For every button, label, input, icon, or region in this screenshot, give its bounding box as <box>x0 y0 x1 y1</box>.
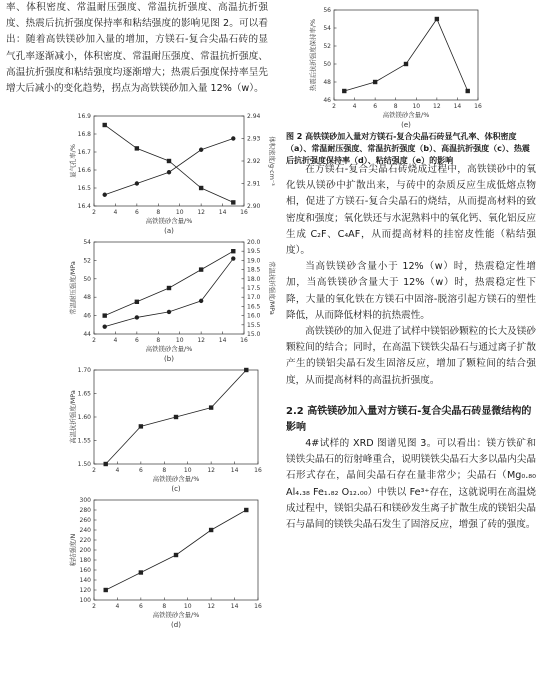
y-axis-label: 高温抗折强度/MPa <box>69 390 77 444</box>
chart-caption: (e) <box>401 121 411 129</box>
paragraph: 当高铁镁砂含量小于 12%（w）时，热震稳定性增加，当高铁镁砂含量大于 12%（w）时，热震稳定性下降，大量的氧化铁在方镁石中固溶-脱溶引起方镁石的塑性降低，从而降低材料的抗热震性。 <box>286 261 536 321</box>
data-point <box>167 286 171 290</box>
x-tick-label: 8 <box>393 103 398 110</box>
data-point <box>103 193 107 197</box>
x-tick-label: 12 <box>197 209 205 216</box>
y-tick-label: 260 <box>79 517 91 524</box>
data-point <box>174 415 178 419</box>
y-right-tick-label: 2.92 <box>247 158 261 165</box>
chart-caption: (d) <box>171 621 181 629</box>
x-axis-label: 高铁镁砂含量/% <box>152 611 200 619</box>
data-point <box>231 136 235 140</box>
data-point <box>167 170 171 174</box>
x-tick-label: 10 <box>175 337 184 344</box>
figure-caption: 图 2 高铁镁砂加入量对方镁石-复合尖晶石砖显气孔率、体积密度（a）、常温耐压强度、常温抗折强度（b）、高温抗折强度（c）、热震后抗折强度保持率（d）、粘结强度（e）的影响 <box>286 132 530 165</box>
y-tick-label: 48 <box>323 79 331 86</box>
y-right-tick-label: 2.90 <box>247 203 261 210</box>
y-right-axis-label: 常温抗折强度/MPa <box>268 261 276 315</box>
data-point <box>167 310 171 314</box>
x-tick-label: 14 <box>230 467 239 474</box>
y-tick-label: 52 <box>323 43 331 50</box>
x-tick-label: 2 <box>92 209 96 216</box>
series-line <box>105 259 234 327</box>
x-tick-label: 10 <box>175 209 184 216</box>
data-point <box>104 462 108 466</box>
y-tick-label: 220 <box>79 537 91 544</box>
x-tick-label: 16 <box>240 337 248 344</box>
x-axis-label: 高铁镁砂含量/% <box>382 111 430 119</box>
y-right-tick-label: 2.94 <box>247 113 261 120</box>
data-point <box>135 315 139 319</box>
chart-a-svg <box>66 112 276 234</box>
x-tick-label: 6 <box>373 103 378 110</box>
x-tick-label: 6 <box>138 603 143 610</box>
y-right-tick-label: 15.0 <box>247 331 261 338</box>
data-point <box>244 368 248 372</box>
x-tick-label: 10 <box>412 103 421 110</box>
y-tick-label: 16.5 <box>77 185 91 192</box>
y-right-tick-label: 16.0 <box>247 312 261 320</box>
data-point <box>342 89 346 93</box>
y-tick-label: 280 <box>79 507 91 514</box>
x-tick-label: 2 <box>332 103 336 110</box>
data-point <box>103 313 107 317</box>
y-tick-label: 16.8 <box>77 131 91 138</box>
y-tick-label: 1.55 <box>77 437 91 445</box>
chart-b <box>66 238 276 362</box>
data-point <box>435 17 439 21</box>
data-point <box>103 123 107 127</box>
x-tick-label: 6 <box>134 337 139 344</box>
series-line <box>106 510 247 590</box>
x-axis-label: 高铁镁砂含量/% <box>145 345 193 353</box>
y-tick-label: 100 <box>79 597 91 604</box>
y-tick-label: 46 <box>323 97 331 104</box>
data-point <box>231 249 235 253</box>
series-line <box>344 19 467 91</box>
x-tick-label: 4 <box>115 467 120 474</box>
x-tick-label: 16 <box>254 467 262 474</box>
x-tick-label: 6 <box>138 467 143 474</box>
data-point <box>199 299 203 303</box>
data-point <box>209 405 213 409</box>
data-point <box>139 424 143 428</box>
y-tick-label: 54 <box>323 25 331 32</box>
y-tick-label: 120 <box>79 587 91 594</box>
y-tick-label: 300 <box>79 497 91 504</box>
paragraph: 率、体积密度、常温耐压强度、常温抗折强度、高温抗折强度、热震后抗折强度保持率和粘结强度的影响见图 2。可以看出：随着高铁镁砂加入量的增加，方镁石-复合尖晶石砖的显气孔率逐渐减小，体积密度、常温耐压强度、常温抗折强度、高温抗折强度和粘结强度均逐渐增大；热震后强度保持率呈先增大后减小的变化趋势，拐点为高铁镁砂加入量 12%（w）。 <box>6 2 268 95</box>
chart-e <box>306 6 496 128</box>
data-point <box>104 588 108 592</box>
y-tick-label: 1.60 <box>77 414 91 421</box>
data-point <box>199 267 203 271</box>
chart-b-svg <box>66 238 276 362</box>
y-tick-label: 240 <box>79 527 91 534</box>
data-point <box>103 324 107 328</box>
x-tick-label: 4 <box>352 103 357 110</box>
y-right-tick-label: 2.93 <box>247 135 261 143</box>
y-right-tick-label: 2.91 <box>247 180 261 188</box>
data-point <box>135 181 139 185</box>
data-point <box>373 80 377 84</box>
data-point <box>209 528 213 532</box>
data-point <box>199 186 203 190</box>
x-tick-label: 2 <box>92 337 96 344</box>
chart-caption: (a) <box>164 227 174 235</box>
y-right-tick-label: 16.5 <box>247 303 261 311</box>
chart-d-svg <box>66 496 276 628</box>
y-tick-label: 50 <box>323 61 331 68</box>
x-tick-label: 4 <box>115 603 120 610</box>
x-tick-label: 16 <box>474 103 482 110</box>
chart-caption: (b) <box>164 355 174 363</box>
data-point <box>174 553 178 557</box>
y-tick-label: 140 <box>79 577 91 584</box>
x-tick-label: 14 <box>218 337 227 344</box>
x-tick-label: 4 <box>113 209 118 216</box>
paragraph: 高铁镁砂的加入促进了试样中镁铝砂颗粒的长大及镁砂颗粒间的结合；同时，在高温下镁铁尖晶石与通过离子扩散产生的镁铝尖晶石发生固溶反应，增加了颗粒间的结合强度，从而提高材料的高温抗折强度。 <box>286 326 536 386</box>
chart-caption: (c) <box>171 485 181 493</box>
data-point <box>135 146 139 150</box>
y-right-tick-label: 18.0 <box>247 275 261 283</box>
x-tick-label: 2 <box>92 603 96 610</box>
y-tick-label: 48 <box>83 294 91 302</box>
y-tick-label: 50 <box>83 275 91 283</box>
right-column-lower <box>286 436 536 533</box>
x-tick-label: 16 <box>254 603 262 610</box>
data-point <box>139 570 143 574</box>
y-tick-label: 16.7 <box>77 149 91 156</box>
x-tick-label: 12 <box>207 603 215 610</box>
y-tick-label: 44 <box>83 331 91 338</box>
left-column <box>6 0 268 97</box>
chart-e-svg <box>306 6 496 128</box>
data-point <box>466 89 470 93</box>
x-tick-label: 14 <box>230 603 239 610</box>
y-tick-label: 16.4 <box>77 203 91 210</box>
x-tick-label: 16 <box>240 209 248 216</box>
x-tick-label: 8 <box>156 209 161 216</box>
y-tick-label: 16.9 <box>77 113 91 120</box>
x-axis-label: 高铁镁砂含量/% <box>152 475 200 483</box>
x-tick-label: 12 <box>197 337 205 344</box>
y-right-tick-label: 17.5 <box>247 285 261 292</box>
x-tick-label: 8 <box>162 467 167 474</box>
x-tick-label: 14 <box>218 209 227 216</box>
x-tick-label: 4 <box>113 337 118 344</box>
x-tick-label: 2 <box>92 467 96 474</box>
y-tick-label: 1.70 <box>77 367 91 374</box>
x-tick-label: 14 <box>453 103 462 110</box>
y-tick-label: 160 <box>79 567 91 574</box>
y-tick-label: 54 <box>83 239 91 246</box>
chart-c-svg <box>66 366 276 492</box>
data-point <box>244 508 248 512</box>
data-point <box>231 200 235 204</box>
x-tick-label: 8 <box>156 337 161 344</box>
y-right-tick-label: 17.0 <box>247 294 261 302</box>
paragraph: 4#试样的 XRD 图谱见图 3。可以看出：镁方铁矿和镁铁尖晶石的衍射峰重合，说明镁铁尖晶石大多以晶内尖晶石形式存在，晶间尖晶石存在量非常少；尖晶石（Mg₀.₈₀ Al₄.₃₈ Fe₁.₈₂ O₁₂.₀₀）中铁以 Fe³⁺存在，这就说明在高温烧成过程中，镁铝尖晶石和镁砂发生离子扩散生成的镁铝尖晶石与晶间的镁铁尖晶石发生了固溶反应，增强了砖的强度。 <box>286 438 536 531</box>
y-right-tick-label: 20.0 <box>247 239 261 246</box>
right-column-upper <box>286 162 536 389</box>
data-point <box>231 256 235 260</box>
chart-a <box>66 112 276 234</box>
series-line <box>105 139 234 195</box>
y-tick-label: 56 <box>323 7 331 14</box>
y-tick-label: 1.65 <box>77 390 91 398</box>
y-axis-label: 热震后抗折强度保持率/% <box>309 18 317 92</box>
x-tick-label: 10 <box>183 467 192 474</box>
data-point <box>135 300 139 304</box>
plot-frame <box>334 10 478 100</box>
y-axis-label: 显气孔率/% <box>69 144 77 178</box>
x-tick-label: 10 <box>183 603 192 610</box>
chart-c <box>66 366 276 492</box>
chart-d <box>66 496 276 628</box>
y-axis-label: 常温耐压强度/MPa <box>69 261 77 315</box>
x-tick-label: 12 <box>207 467 215 474</box>
y-axis-label: 粘结强度/N <box>69 533 77 567</box>
y-right-tick-label: 18.5 <box>247 266 261 274</box>
y-tick-label: 46 <box>83 312 91 320</box>
plot-frame <box>94 500 258 600</box>
x-tick-label: 6 <box>134 209 139 216</box>
y-tick-label: 1.50 <box>77 461 91 468</box>
y-tick-label: 180 <box>79 557 91 564</box>
y-right-tick-label: 15.5 <box>247 321 261 329</box>
x-tick-label: 12 <box>433 103 441 110</box>
y-right-tick-label: 19.0 <box>247 257 261 265</box>
y-tick-label: 52 <box>83 257 91 265</box>
data-point <box>199 148 203 152</box>
y-right-tick-label: 19.5 <box>247 248 261 256</box>
y-tick-label: 200 <box>79 547 91 554</box>
data-point <box>404 62 408 66</box>
x-tick-label: 8 <box>162 603 167 610</box>
series-line <box>105 125 234 202</box>
paragraph: 在方镁石-复合尖晶石砖烧成过程中，高铁镁砂中的氧化铁从镁砂中扩散出来，与砖中的杂质反应生成低熔点物相，促进了方镁石-复合尖晶石的烧结，从而提高材料的致密度和强度；氧化铁还与水泥熟料中的氧化钙、氧化铝反应生成 C₂F、C₄AF，从而提高材料的挂窑皮性能（粘结强度）。 <box>286 164 536 257</box>
data-point <box>167 159 171 163</box>
y-right-axis-label: 体积密度/g·cm⁻³ <box>268 136 276 186</box>
x-axis-label: 高铁镁砂含量/% <box>145 217 193 225</box>
y-tick-label: 16.6 <box>77 167 91 174</box>
section-heading: 2.2 高铁镁砂加入量对方镁石-复合尖晶石砖显微结构的影响 <box>286 406 532 433</box>
